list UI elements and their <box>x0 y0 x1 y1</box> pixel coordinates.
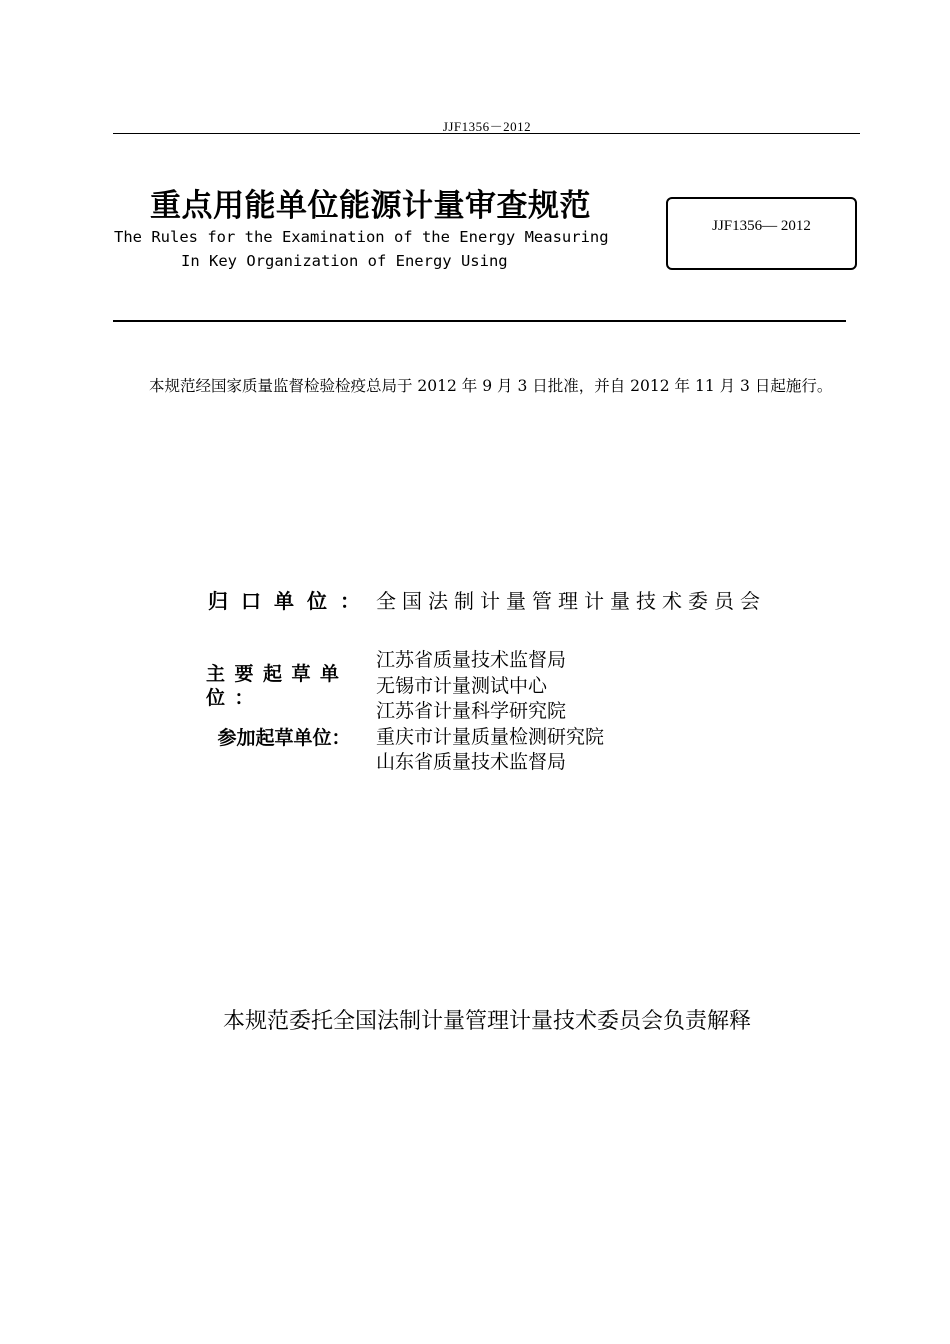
interpretation-statement: 本规范委托全国法制计量管理计量技术委员会负责解释 <box>222 1009 751 1034</box>
document-title-english-line1: The Rules for the Examination of the Energy Measuring <box>114 228 609 246</box>
drafting-unit: 江苏省质量技术监督局 <box>376 649 567 671</box>
drafting-unit: 重庆市计量质量检测研究院 <box>376 725 605 748</box>
join-drafter-label: 参加起草单位： <box>217 727 351 749</box>
drafting-units-list <box>376 648 604 776</box>
responsible-unit-label: 归口单位： <box>208 589 373 613</box>
approval-statement: 本规范经国家质量监督检验检疫总局于 2012 年 9 月 3 日批准，并自 2012 年 11 月 3 日起施行。 <box>149 377 833 395</box>
header-divider <box>113 133 860 134</box>
drafting-unit: 无锡市计量测试中心 <box>376 674 548 697</box>
title-divider <box>113 320 846 322</box>
main-drafter-label: 主要起草单位： <box>206 663 349 709</box>
document-title-chinese: 重点用能单位能源计量审查规范 <box>150 188 591 224</box>
drafting-unit: 山东省质量技术监督局 <box>376 751 567 773</box>
drafting-unit: 江苏省计量科学研究院 <box>376 700 567 722</box>
standard-code-box-text: JJF1356— 2012 <box>712 218 811 234</box>
document-title-english-line2: In Key Organization of Energy Using <box>181 252 508 270</box>
header-standard-code: JJF1356－2012 <box>442 119 532 134</box>
standard-code-box <box>666 197 857 270</box>
responsible-unit-value: 全国法制计量管理计量技术委员会 <box>376 589 766 613</box>
